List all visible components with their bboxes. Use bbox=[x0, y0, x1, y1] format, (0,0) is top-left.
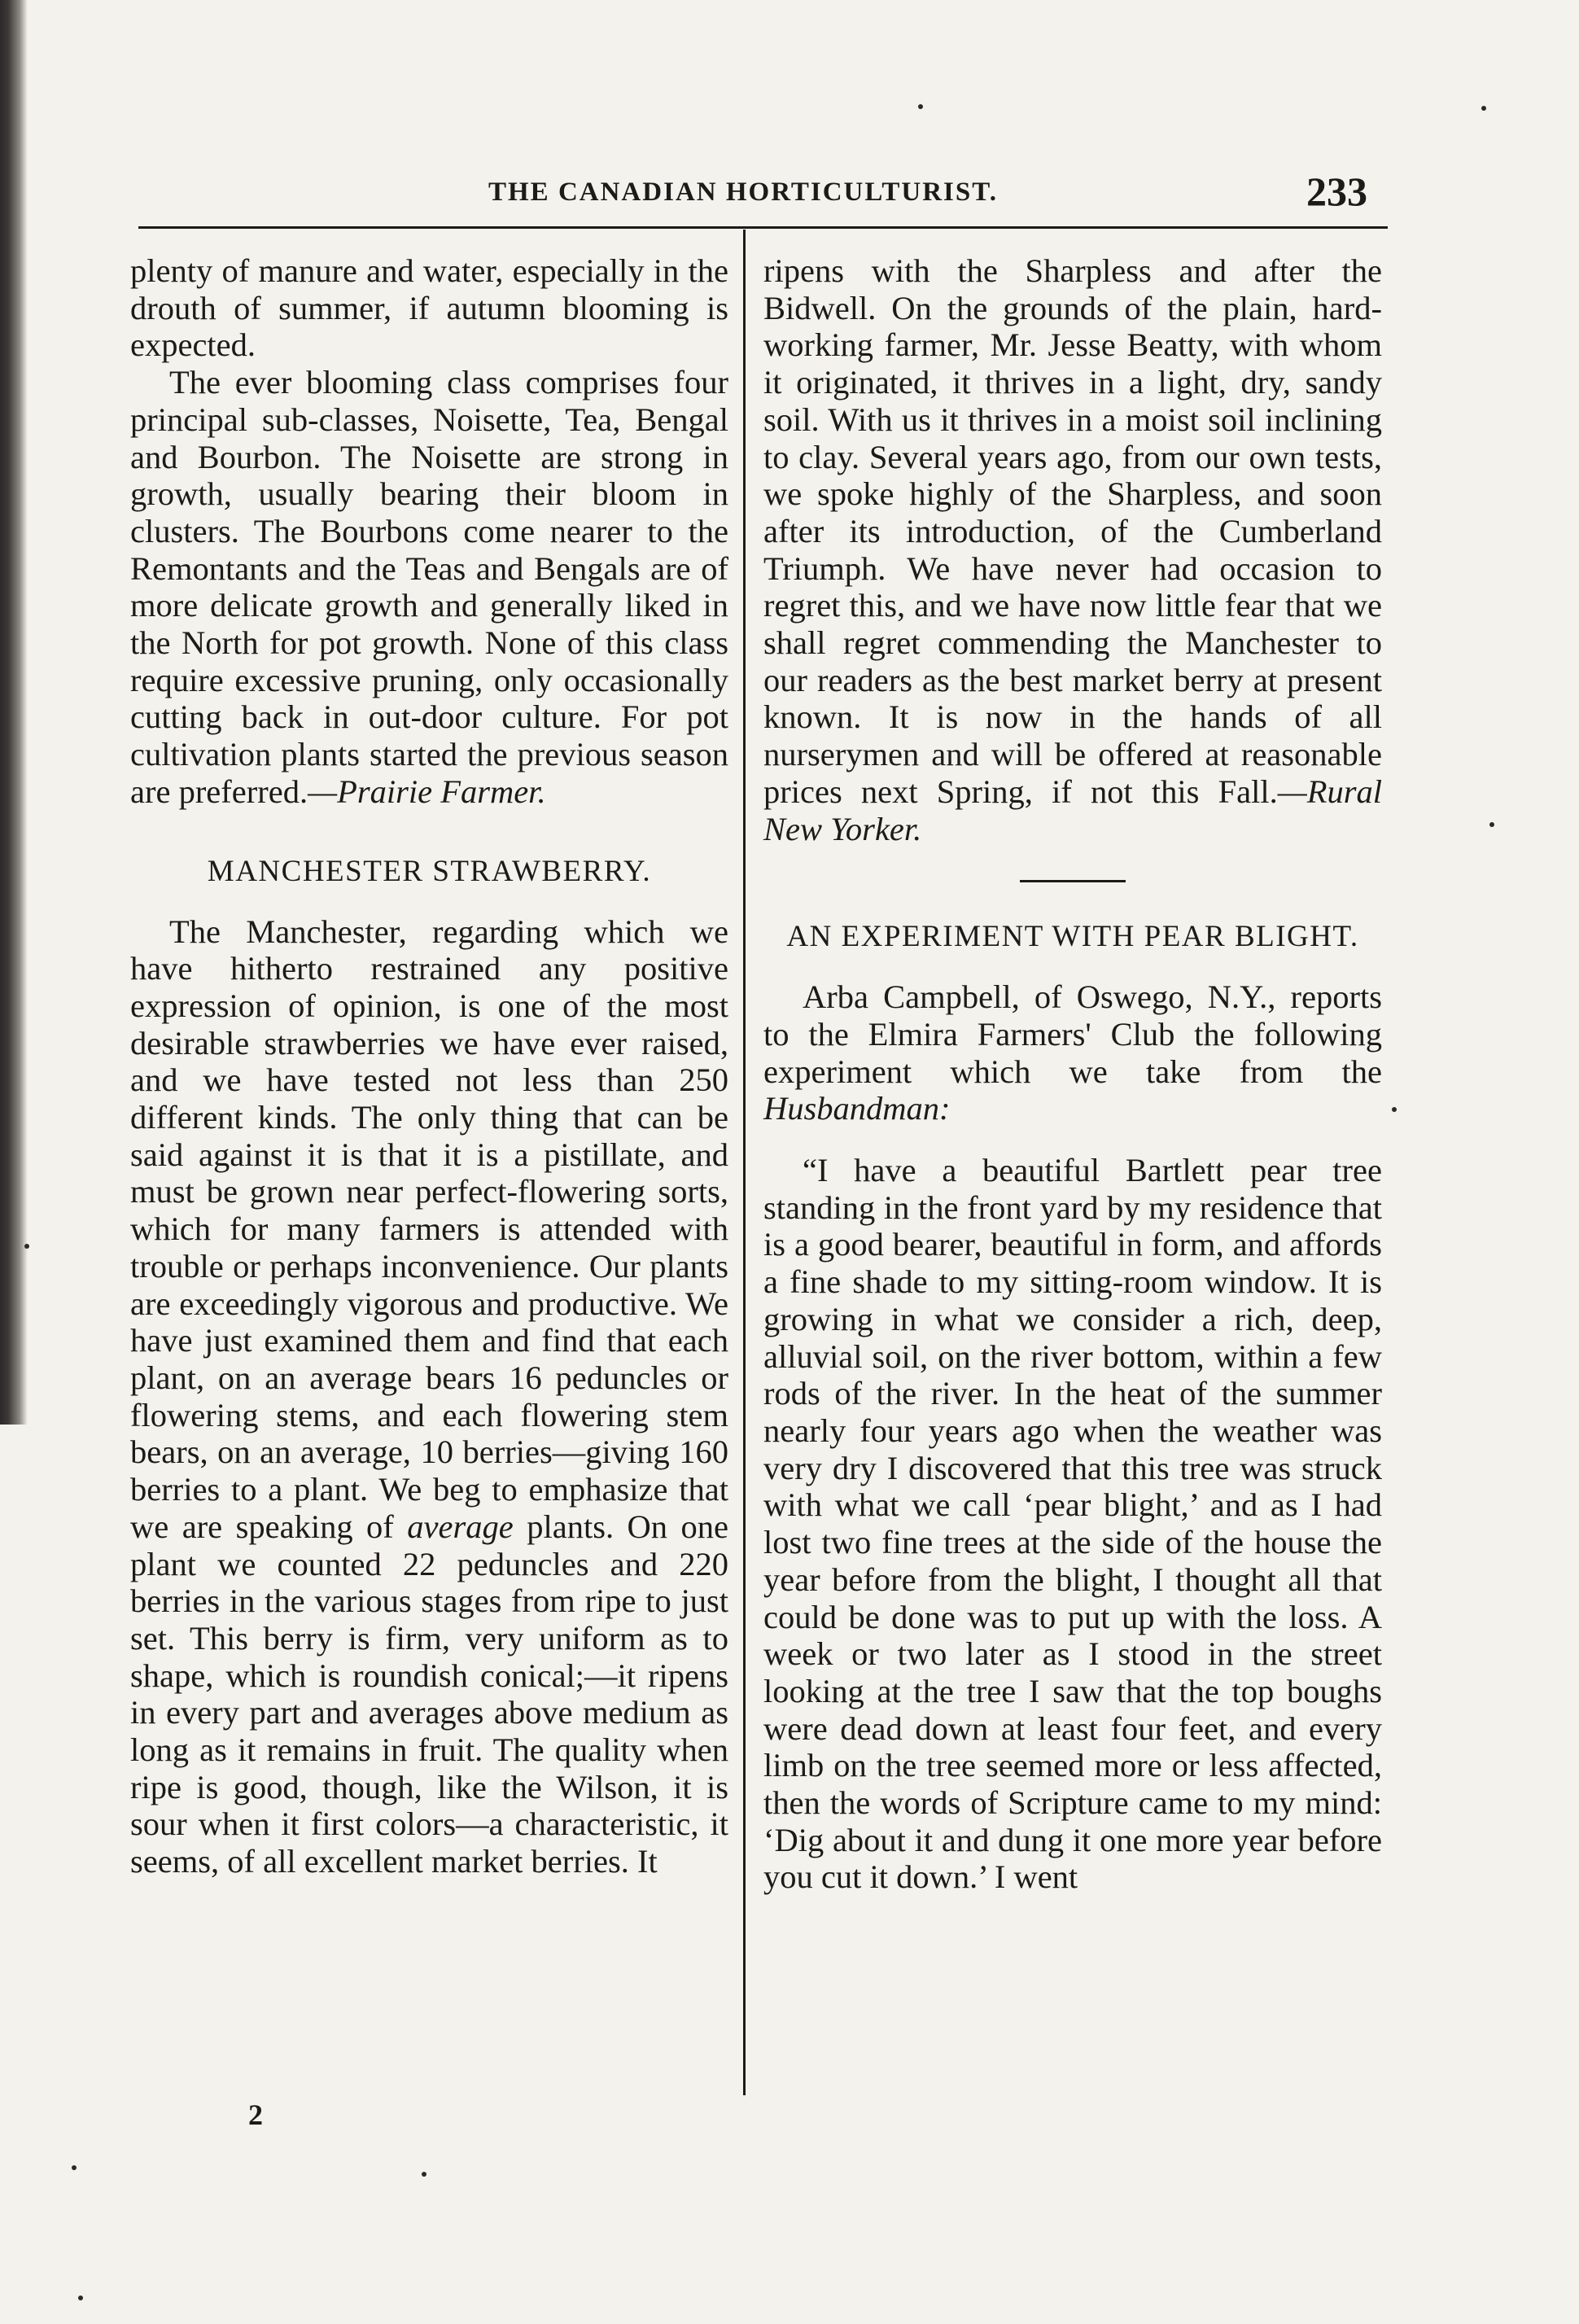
paragraph: The Manchester, regarding which we have hitherto restrained any positive expression of opinion, is one of the most desirable strawberries we have ever raised, and we have tested not less than 250 different kinds. The only thing that can be said against it is that it is a pistillate, and must be grown near perfect-flowering sorts, which for many farmers is attended with trouble or perhaps inconvenience. Our plants are exceedingly vigorous and productive. We have just examined them and find that each plant, on an average bears 16 peduncles or flowering stems, and each flowering stem bears, on an average, 10 berries—giving 160 berries to a plant. We beg to emphasize that we are speaking of average plants. On one plant we counted 22 peduncles and 220 berries in the various stages from ripe to just set. This berry is firm, very uniform as to shape, which is roundish conical;—it ripens in every part and averages above medium as long as it remains in fruit. The quality when ripe is good, though, like the Wilson, it is sour when it first colors—a characteristic, it seems, of all excellent market berries. It bbox=[130, 913, 729, 1880]
right-column bbox=[763, 252, 1382, 1896]
paragraph: plenty of manure and water, especially in the drouth of summer, if autumn blooming is expected. bbox=[130, 252, 728, 364]
column-rule bbox=[743, 230, 746, 2095]
paragraph: The ever blooming class comprises four principal sub-classes, Noisette, Tea, Bengal and Bourbon. The Noisette are strong in growth, usually bearing their bloom in clusters. The Bourbons come nearer to the Remontants and the Teas and Bengals are of more delicate growth and generally liked in the North for pot growth. None of this class require excessive pruning, only occasionally cutting back in out-door culture. For pot cultivation plants started the previous season are preferred.—Prairie Farmer. bbox=[130, 364, 728, 810]
signature-mark: 2 bbox=[248, 2099, 263, 2131]
source-credit: —Rural New Yorker. bbox=[763, 772, 1382, 847]
left-column bbox=[130, 252, 728, 1880]
paragraph: ripens with the Sharpless and after the Bidwell. On the grounds of the plain, hard-working farmer, Mr. Jesse Beatty, with whom it originated, it thrives in a light, dry, sandy soil. With us it thrives in a moist soil inclining to clay. Several years ago, from our own tests, we spoke highly of the Sharpless, and soon after its introduction, of the Cumberland Triumph. We have never had occasion to regret this, and we have now little fear that we shall regret commending the Manchester to our readers as the best market berry at present known. It is now in the hands of all nurserymen and will be offered at reasonable prices next Spring, if not this Fall.—Rural New Yorker. bbox=[763, 252, 1382, 847]
source-credit: —Prairie Farmer. bbox=[308, 772, 546, 810]
book-binding-edge bbox=[0, 0, 28, 1425]
quoted-paragraph: “I have a beautiful Bartlett pear tree standing in the front yard by my residence that is a good bearer, beautiful in form, and affords a fine shade to my sitting-room window. It is growing in what we consider a rich, deep, alluvial soil, on the river bottom, within a few rods of the river. In the heat of the summer nearly four years ago when the weather was very dry I discovered that this tree was struck with what we call ‘pear blight,’ and as I had lost two fine trees at the side of the house the year before from the blight, I thought all that could be done was to put up with the loss. A week or two later as I stood in the street looking at the tree I saw that the top boughs were dead down at least four feet, and every limb on the tree seemed more or less affected, then the words of Scripture came to my mind: ‘Dig about it and dung it one more year before you cut it down.’ I went bbox=[763, 1152, 1382, 1896]
header-rule bbox=[138, 226, 1388, 229]
paragraph: Arba Campbell, of Oswego, N.Y., reports to the Elmira Farmers' Club the following experiment which we take from the Husbandman: bbox=[763, 978, 1382, 1127]
page-number: 233 bbox=[1306, 169, 1367, 214]
article-heading: AN EXPERIMENT WITH PEAR BLIGHT. bbox=[786, 920, 1359, 954]
running-title: THE CANADIAN HORTICULTURIST. bbox=[488, 177, 999, 207]
page-header bbox=[456, 169, 1416, 221]
article-heading: MANCHESTER STRAWBERRY. bbox=[207, 854, 652, 888]
section-divider bbox=[1020, 880, 1126, 882]
